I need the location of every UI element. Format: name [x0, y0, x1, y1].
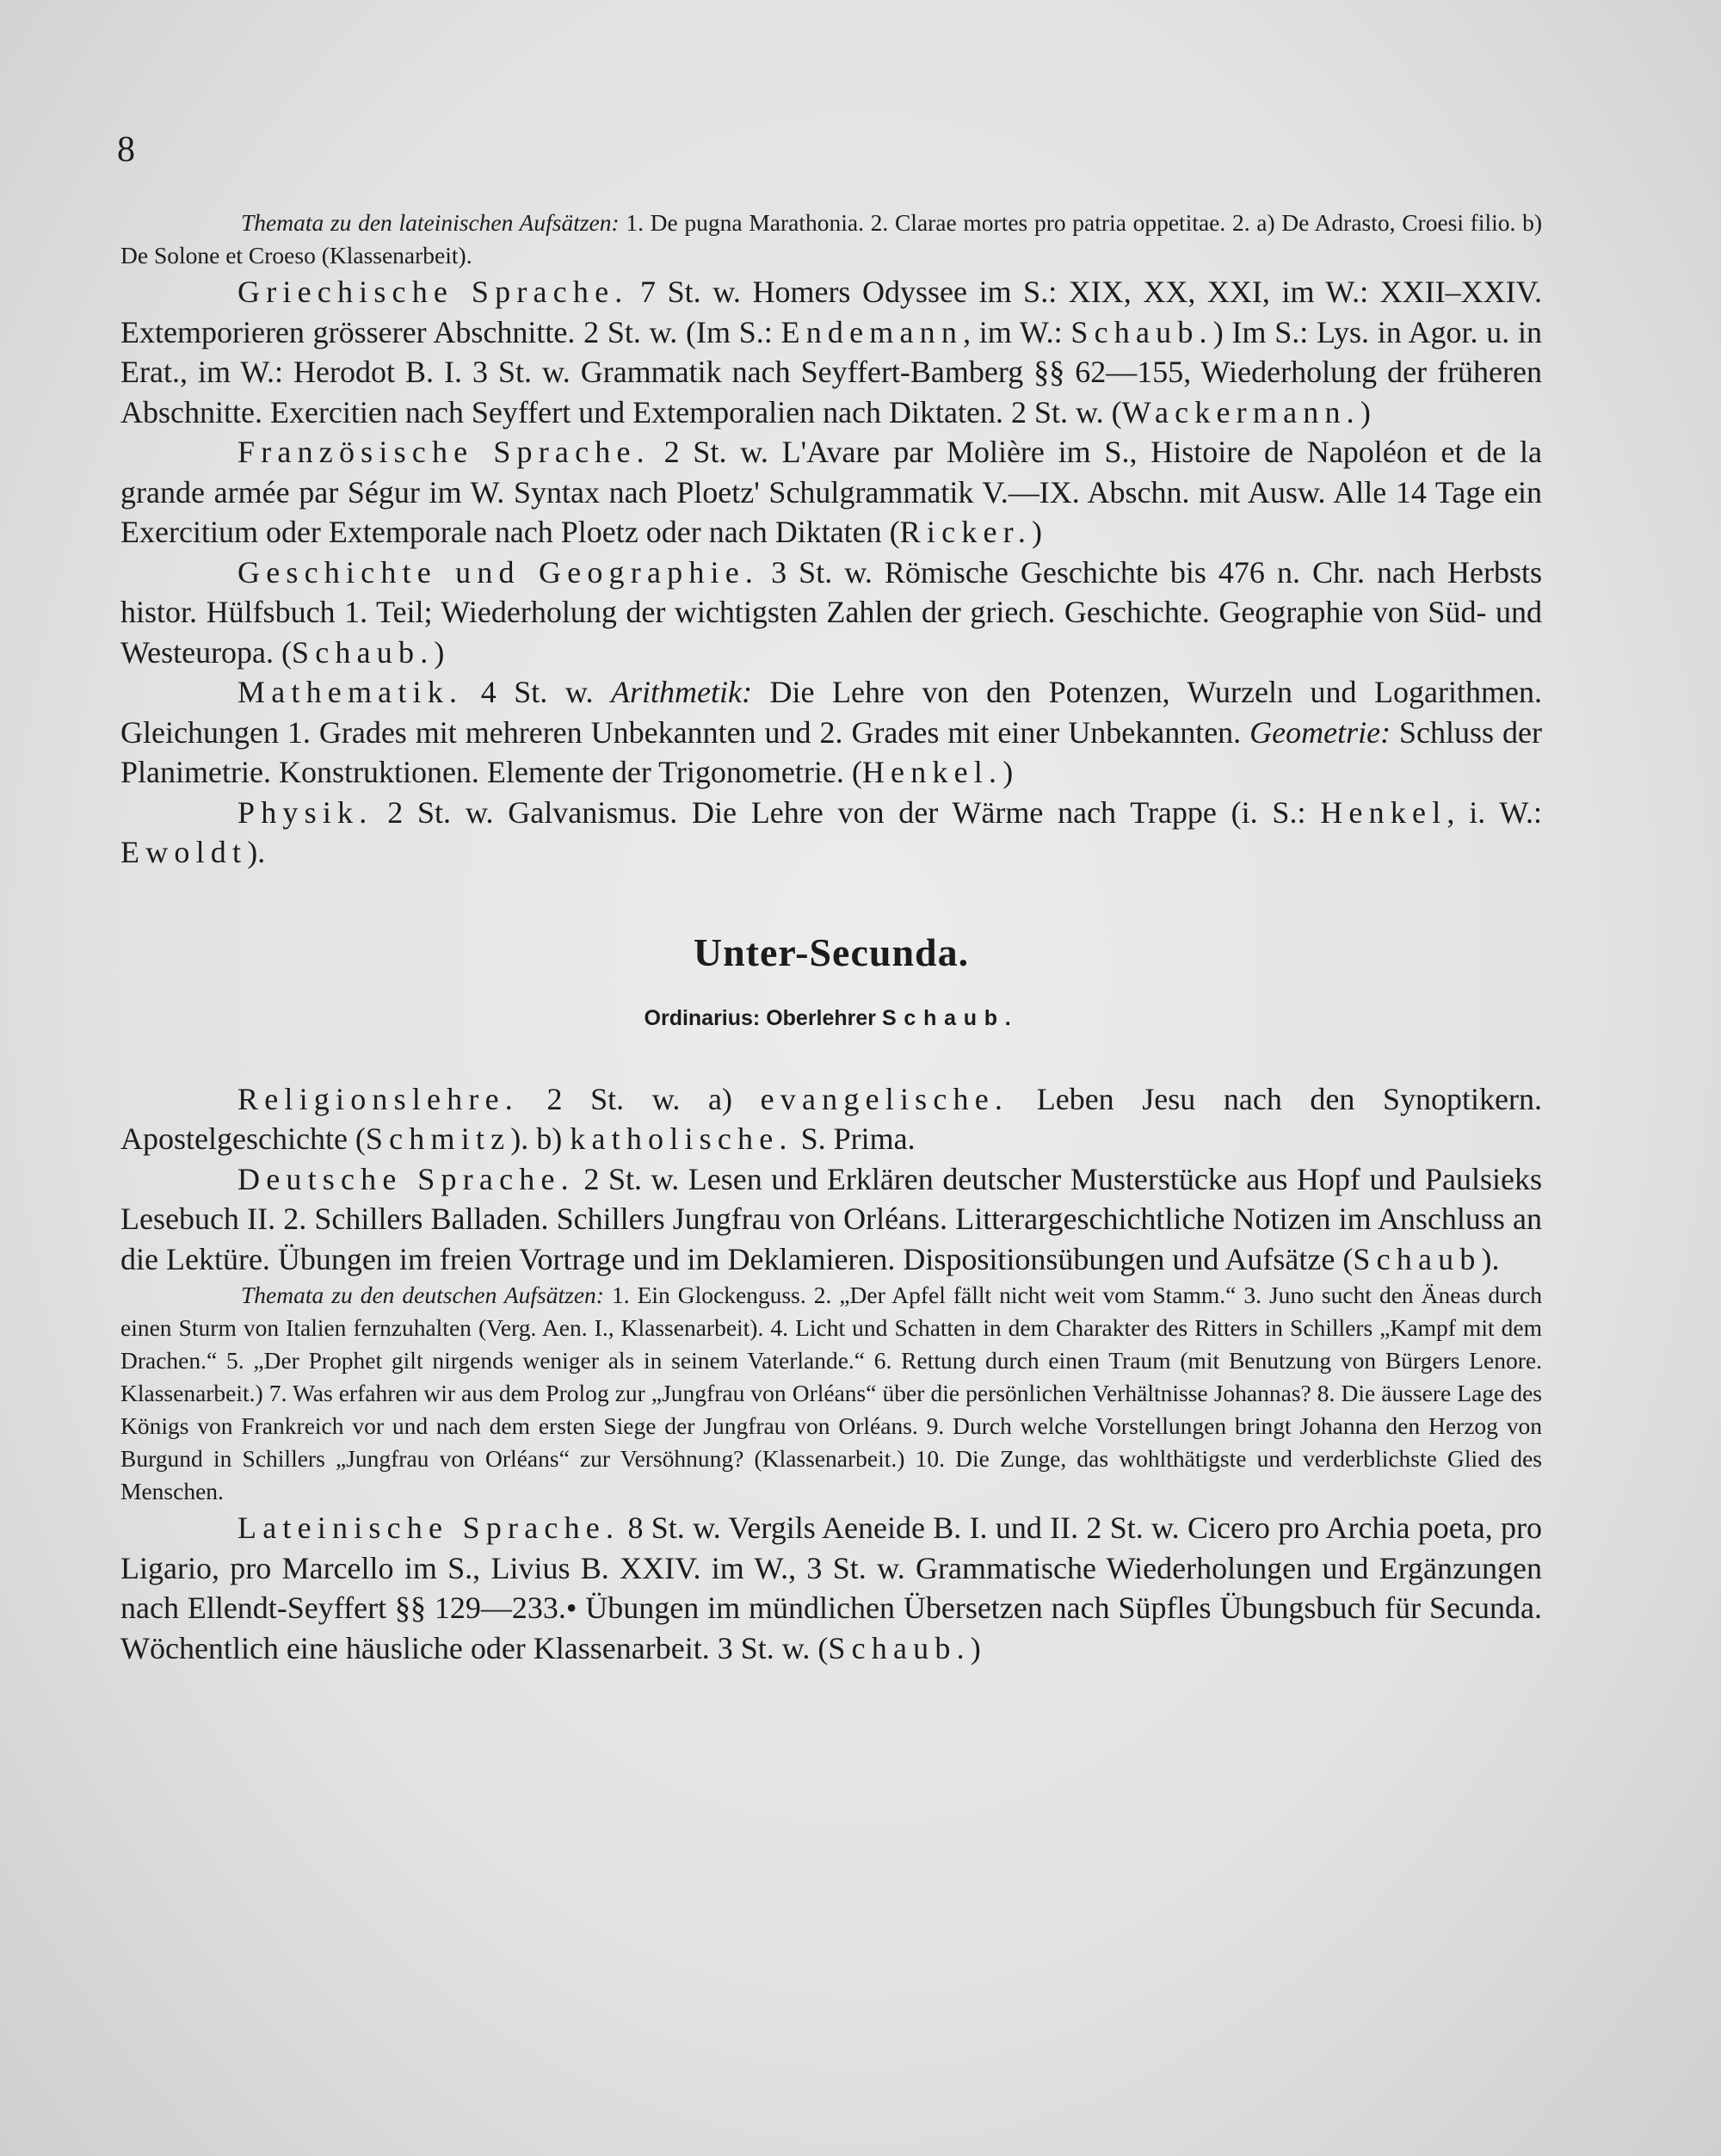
text-fragment: , i. W.: [1447, 794, 1543, 830]
teacher-name: Schmitz [365, 1121, 511, 1156]
themata-latin-text: 1. De pugna Marathonia. 2. Clarae mortes pro patria oppetitae. 2. a) De Adrasto, Croesi filio. b) De Solone et Croeso (Klassenarbeit). [120, 209, 1542, 269]
teacher-name: Endemann [780, 314, 964, 349]
text-fragment: ). [247, 835, 266, 869]
teacher-name: Wackermann. [1121, 394, 1360, 429]
teacher-name: Schaub. [1070, 314, 1213, 349]
text-fragment: ) [970, 1630, 981, 1665]
text-fragment: 8 St. w. Vergils Aeneide B. I. und II. 2 St. w. Cicero pro Archia poeta, pro Ligario, pro Marcello im S., Livius B. XXIV. im W., 3 St. w. Grammatische Wiederholungen und Ergänzungen nach Ellendt-Seyffert §§ 129—233.• Übungen im mündlichen Übersetzen nach Süpfles Übungsbuch für Secunda. Wöchentlich eine häusliche oder Klassenarbeit. 3 St. w. ( [120, 1510, 1542, 1665]
deutsch-paragraph [120, 1159, 1542, 1280]
franzoesisch-paragraph [120, 432, 1542, 553]
text-fragment: Die Lehre von den Potenzen, Wurzeln und Logarithmen. Gleichungen 1. Grades mit mehreren Unbekannten und 2. Grades mit einer Unbekannten. [120, 675, 1542, 750]
ordinarius-prefix: Ordinarius: Oberlehrer [644, 1005, 882, 1030]
teacher-name: Schaub. [828, 1630, 971, 1665]
religion-paragraph [120, 1079, 1542, 1159]
mathematik-paragraph [120, 672, 1542, 793]
text-fragment: ) [1360, 394, 1371, 429]
text-fragment: ). b) [510, 1121, 571, 1156]
griechisch-paragraph [120, 272, 1542, 432]
subject-title-geschichte: Geschichte und Geographie. [237, 554, 760, 590]
geschichte-paragraph [120, 553, 1542, 673]
subject-title-griechisch: Griechische Sprache. [237, 275, 629, 309]
themata-latin [120, 207, 1542, 272]
text-fragment: ) [1032, 515, 1043, 549]
text-fragment: ). [1481, 1241, 1500, 1276]
section-heading: Unter-Secunda. [693, 930, 970, 974]
subject-title-deutsch: Deutsche Sprache. [237, 1161, 575, 1196]
themata-deutsch [120, 1279, 1542, 1508]
subject-title-physik: Physik. [237, 794, 373, 830]
text-fragment: S. Prima. [793, 1121, 916, 1156]
teacher-name: Schaub. [292, 634, 435, 670]
text-fragment: 2 St. w. Lesen und Erklären deutscher Musterstücke aus Hopf und Paulsieks Lesebuch II. 2. Schillers Balladen. Schillers Jungfrau von Orléans. Litterargeschichtliche Notizen im Anschluss an die Lektüre. Übungen im freien Vortrage und im Deklamieren. Dispositionsübungen und Aufsätze ( [120, 1161, 1543, 1276]
text-fragment: 2 St. w. Galvanismus. Die Lehre von der Wärme nach Trappe (i. S.: [373, 794, 1321, 830]
text-fragment: Schluss der Planimetrie. Konstruktionen. Elemente der Trigonometrie. ( [120, 714, 1542, 789]
ordinarius-line [120, 1006, 1542, 1031]
teacher-name: Ricker. [899, 515, 1033, 549]
teacher-name: Henkel [1320, 794, 1447, 830]
denomination-katholisch: katholische. [570, 1121, 793, 1156]
subject-title-franzoesisch: Französische Sprache. [237, 435, 651, 469]
teacher-name: Schaub [1353, 1241, 1482, 1276]
text-fragment: 7 St. w. Homers Odyssee im S.: XIX, XX, XXI, im W.: XXII–XXIV. Extemporieren grösserer Abschnitte. 2 St. w. (Im S.: [120, 275, 1542, 349]
text-fragment: ) [434, 634, 445, 670]
teacher-name: Henkel. [861, 755, 1003, 789]
arithmetik-label: Arithmetik: [611, 675, 752, 709]
text-fragment: 2 St. w. L'Avare par Molière im S., Histoire de Napoléon et de la grande armée par Ségur im W. Syntax nach Ploetz' Schulgrammatik V.—IX. Abschn. mit Ausw. Alle 14 Tage ein Exercitium oder Extemporale nach Ploetz oder nach Diktaten ( [120, 435, 1542, 549]
ordinarius-name: Schaub. [881, 1005, 1019, 1030]
page-body [120, 207, 1542, 1668]
page-number: 8 [117, 130, 135, 170]
physik-paragraph [120, 793, 1542, 873]
subject-title-latein: Lateinische Sprache. [237, 1510, 620, 1545]
themata-deutsch-text: 1. Ein Glockenguss. 2. „Der Apfel fällt nicht weit vom Stamm.“ 3. Juno sucht den Äneas durch einen Sturm von Italien fernzuhalten (Verg. Aen. I., Klassenarbeit). 4. Licht und Schatten in dem Charakter des Ritters in Schillers „Kampf mit dem Drachen.“ 5. „Der Prophet gilt nirgends weniger als in seinem Vaterlande.“ 6. Rettung durch einen Traum (mit Benutzung von Bürgers Lenore. Klassenarbeit.) 7. Was erfahren wir aus dem Prolog zur „Jungfrau von Orléans“ über die persönlichen Verhältnisse Johannas? 8. Die äussere Lage des Königs von Frankreich vor und nach dem ersten Siege der Jungfrau von Orléans. 9. Durch welche Vorstellungen bringt Johanna den Herzog von Burgund in Schillers „Jungfrau von Orléans“ zur Versöhnung? (Klassenarbeit.) 10. Die Zunge, das wohlthätigste und verderblichste Glied des Menschen. [120, 1282, 1542, 1504]
geometrie-label: Geometrie: [1249, 714, 1391, 750]
latein-paragraph [120, 1508, 1542, 1668]
denomination-evangelisch: evangelische. [760, 1081, 1009, 1116]
text-fragment: 4 St. w. [463, 675, 612, 709]
text-fragment: 2 St. w. a) [518, 1081, 761, 1116]
text-fragment: ) [1002, 755, 1014, 789]
teacher-name: Ewoldt [120, 835, 248, 869]
text-fragment: Leben Jesu nach den Synoptikern. Apostelgeschichte ( [120, 1081, 1542, 1156]
themata-deutsch-label: Themata zu den deutschen Aufsätzen: [241, 1282, 604, 1308]
themata-latin-label: Themata zu den lateinischen Aufsätzen: [241, 209, 620, 236]
text-fragment: ) Im S.: Lys. in Agor. u. in Erat., im W.: Herodot B. I. 3 St. w. Grammatik nach Seyffert-Bamberg §§ 62—155, Wiederholung der früheren Abschnitte. Exercitien nach Seyffert und Extemporalien nach Diktaten. 2 St. w. ( [120, 314, 1542, 429]
text-fragment: , im W.: [963, 314, 1071, 349]
subject-title-religion: Religionslehre. [237, 1081, 519, 1116]
subject-title-mathematik: Mathematik. [237, 675, 464, 709]
text-fragment: 3 St. w. Römische Geschichte bis 476 n. Chr. nach Herbsts histor. Hülfsbuch 1. Teil; Wiederholung der wichtigsten Zahlen der griech. Geschichte. Geographie von Süd- und Westeuropa. ( [120, 554, 1542, 670]
